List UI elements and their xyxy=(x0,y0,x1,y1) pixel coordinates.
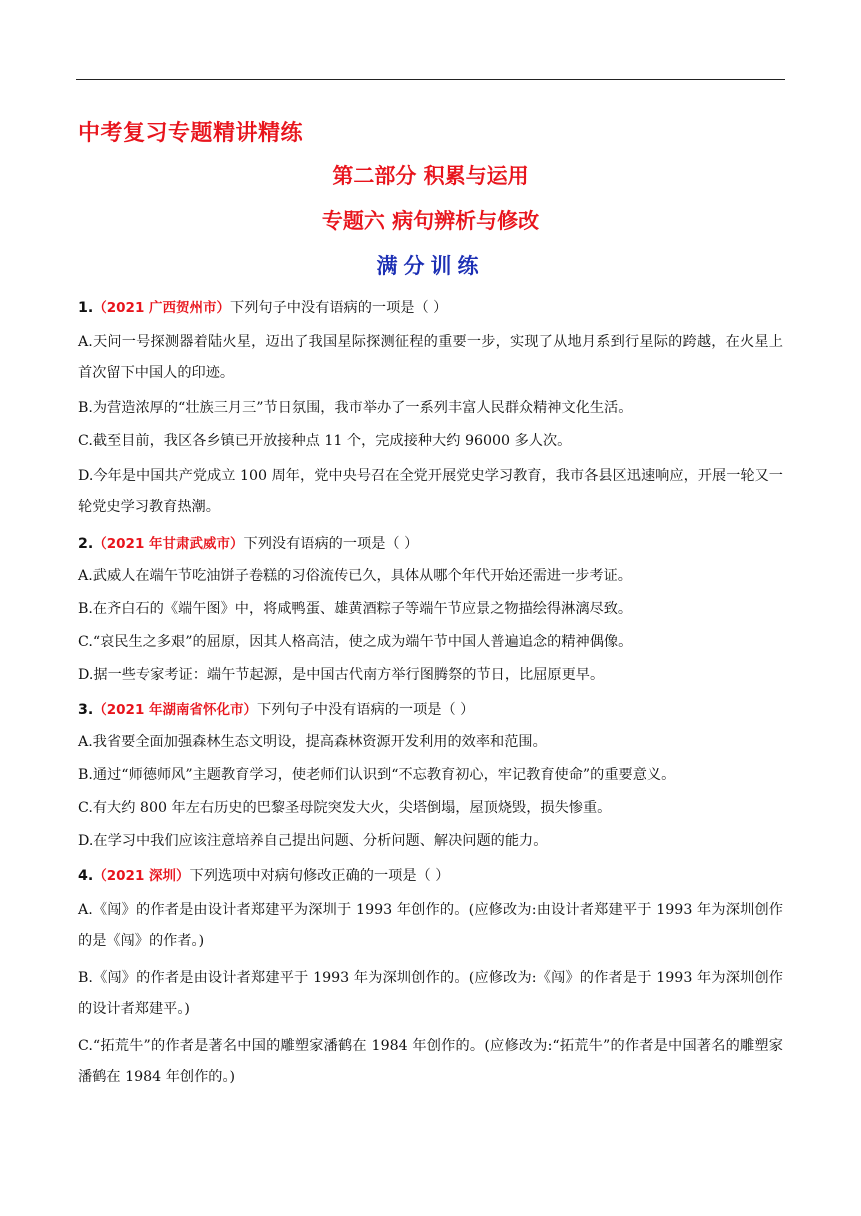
series-title: 中考复习专题精讲精练 xyxy=(78,121,304,146)
topic-title: 专题六 病句辨析与修改 xyxy=(321,209,540,233)
option-a: A.武威人在端午节吃油饼子卷糕的习俗流传已久，具体从哪个年代开始还需进一步考证。 xyxy=(78,568,632,584)
question-number: 3. xyxy=(78,702,94,718)
question-source: （2021 年甘肃武威市） xyxy=(93,536,244,552)
option-a: A.天问一号探测器着陆火星，迈出了我国星际探测征程的重要一步，实现了从地月系到行星际的跨越，在火星上首次留下中国人的印迹。 xyxy=(78,334,783,381)
question-source: （2021 广西贺州市） xyxy=(93,300,231,316)
question-stem: 下列选项中对病句修改正确的一项是（ ） xyxy=(189,868,450,884)
option-b: B.为营造浓厚的“壮族三月三”节日氛围，我市举办了一系列丰富人民群众精神文化生活。 xyxy=(78,400,633,416)
question-list xyxy=(78,290,783,1096)
option-a: A.我省要全面加强森林生态文明设，提高森林资源开发利用的效率和范围。 xyxy=(78,734,547,750)
question-source: （2021 年湖南省怀化市） xyxy=(93,702,258,718)
option-c: C.有大约 800 年左右历史的巴黎圣母院突发大火，尖塔倒塌，屋顶烧毁，损失惨重。 xyxy=(78,800,612,816)
header-rule xyxy=(76,79,785,80)
part-title: 第二部分 积累与运用 xyxy=(332,164,529,188)
question-number: 4. xyxy=(78,868,94,884)
question-header xyxy=(78,526,783,560)
question-4 xyxy=(78,858,783,1096)
question-3 xyxy=(78,692,783,858)
question-stem: 下列没有语病的一项是（ ） xyxy=(243,536,419,552)
question-header xyxy=(78,692,783,726)
option-b: B.通过“师德师风”主题教育学习，使老师们认识到“不忘教育初心，牢记教育使命”的重要意义。 xyxy=(78,767,676,783)
question-2 xyxy=(78,526,783,692)
option-a: A.《闯》的作者是由设计者郑建平为深圳于 1993 年创作的。(应修改为:由设计者郑建平于 1993 年为深圳创作的是《闯》的作者。) xyxy=(78,902,783,949)
option-c: C.截至目前，我区各乡镇已开放接种点 11 个，完成接种大约 96000 多人次。 xyxy=(78,433,572,449)
option-c: C.“哀民生之多艰”的屈原，因其人格高洁，使之成为端午节中国人普遍追念的精神偶像。 xyxy=(78,634,633,650)
option-b: B.在齐白石的《端午图》中，将咸鸭蛋、雄黄酒粽子等端午节应景之物描绘得淋漓尽致。 xyxy=(78,601,633,617)
question-number: 1. xyxy=(78,300,94,316)
question-number: 2. xyxy=(78,536,94,552)
question-stem: 下列句子中没有语病的一项是（ ） xyxy=(257,702,475,718)
option-c: C.“拓荒牛”的作者是著名中国的雕塑家潘鹤在 1984 年创作的。(应修改为:“拓荒牛”的作者是中国著名的雕塑家潘鹤在 1984 年创作的。) xyxy=(78,1038,783,1085)
question-header xyxy=(78,290,783,324)
question-1 xyxy=(78,290,783,526)
question-header xyxy=(78,858,783,892)
option-d: D.据一些专家考证：端午节起源，是中国古代南方举行图腾祭的节日，比屈原更早。 xyxy=(78,667,605,683)
option-b: B.《闯》的作者是由设计者郑建平于 1993 年为深圳创作的。(应修改为:《闯》的作者是于 1993 年为深圳创作的设计者郑建平。) xyxy=(78,970,783,1017)
option-d: D.今年是中国共产党成立 100 周年，党中央号召在全党开展党史学习教育，我市各县区迅速响应，开展一轮又一轮党史学习教育热潮。 xyxy=(78,468,783,515)
question-source: （2021 深圳） xyxy=(93,868,190,884)
question-stem: 下列句子中没有语病的一项是（ ） xyxy=(230,300,448,316)
practice-title: 满分训练 xyxy=(376,254,485,278)
option-d: D.在学习中我们应该注意培养自己提出问题、分析问题、解决问题的能力。 xyxy=(78,833,548,849)
